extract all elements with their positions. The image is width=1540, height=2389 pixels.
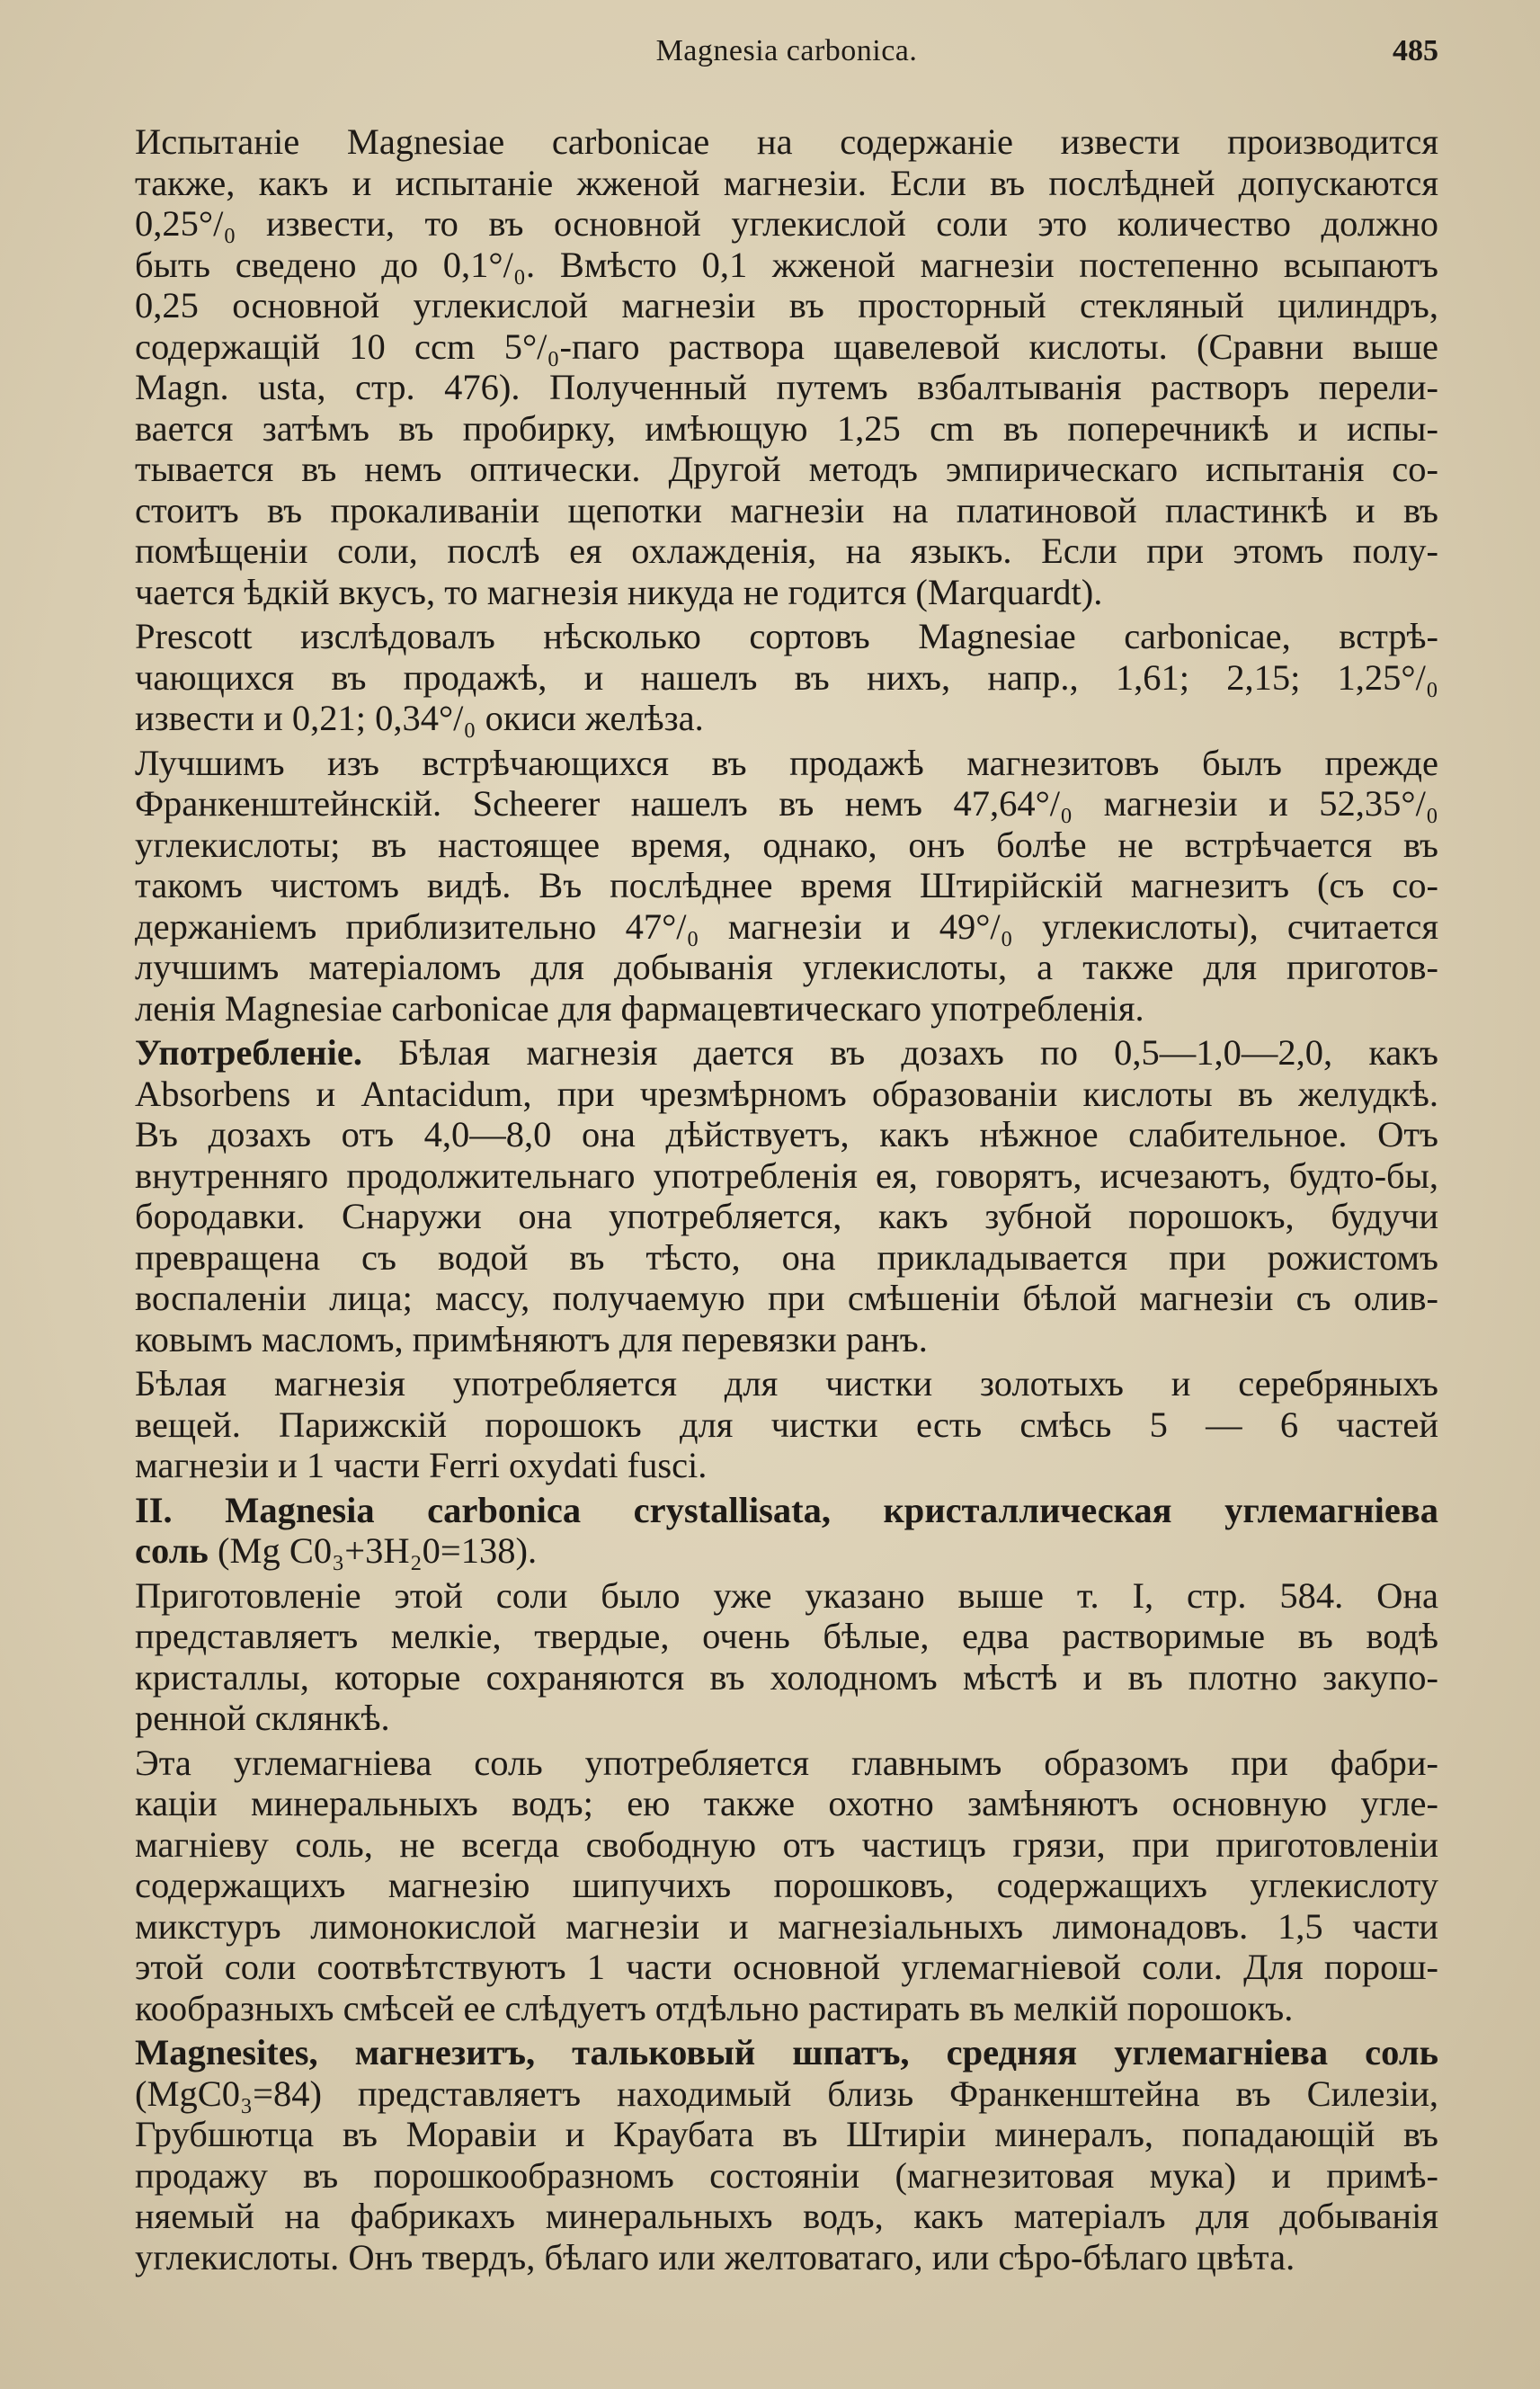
text-line: Magnesites, магнезитъ, тальковый шпатъ, средняя углемагніева соль bbox=[135, 2032, 1438, 2073]
body-text bbox=[135, 121, 1438, 2278]
text-line: бородавки. Снаружи она употребляется, какъ зубной порошокъ, будучи bbox=[135, 1196, 1438, 1236]
text-line: II. Magnesia carbonica crystallisata, кристаллическая углемагніева bbox=[135, 1489, 1438, 1530]
text-line: помѣщеніи соли, послѣ ея охлажденія, на языкъ. Если при этомъ полу- bbox=[135, 530, 1438, 571]
text-line: Испытаніе Magnesiae carbonicae на содержаніе извести производится bbox=[135, 121, 1438, 162]
page-header bbox=[135, 34, 1438, 88]
text-line: извести и 0,21; 0,34°/₀ окиси желѣза. bbox=[135, 698, 704, 738]
text-line: Бѣлая магнезія употребляется для чистки золотыхъ и серебряныхъ bbox=[135, 1363, 1438, 1404]
text-line: каціи минеральныхъ водъ; ею также охотно замѣняютъ основную угле- bbox=[135, 1783, 1438, 1823]
text-line: держаніемъ приблизительно 47°/₀ магнезіи и 49°/₀ углекислоты), считается bbox=[135, 905, 1438, 947]
text-line: 0,25 основной углекислой магнезіи въ просторный стекляный цилиндръ, bbox=[135, 285, 1438, 325]
text-line: Въ дозахъ отъ 4,0—8,0 она дѣйствуетъ, какъ нѣжное слабительное. Отъ bbox=[135, 1114, 1438, 1154]
text-line: также, какъ и испытаніе жженой магнезіи. Если въ послѣдней допускаются bbox=[135, 162, 1438, 203]
text-line: кристаллы, которые сохраняются въ холодномъ мѣстѣ и въ плотно закупо- bbox=[135, 1656, 1438, 1698]
text-line: соль (Mg C0₃+3H₂0=138). bbox=[135, 1530, 538, 1571]
text-line: магніеву соль, не всегда свободную отъ частицъ грязи, при приготовленіи bbox=[135, 1823, 1438, 1865]
text-line: чающихся въ продажѣ, и нашелъ въ нихъ, напр., 1,61; 2,15; 1,25°/₀ bbox=[135, 656, 1438, 698]
text-line: Absorbens и Antacidum, при чрезмѣрномъ образованіи кислоты въ желудкѣ. bbox=[135, 1073, 1438, 1114]
text-line: микстуръ лимонокислой магнезіи и магнезіальныхъ лимонадовъ. 1,5 части bbox=[135, 1905, 1438, 1947]
text-line: Приготовленіе этой соли было уже указано выше т. I, стр. 584. Она bbox=[135, 1574, 1438, 1616]
text-line: лучшимъ матеріаломъ для добыванія углекислоты, а также для приготов- bbox=[135, 947, 1438, 987]
text-line: магнезіи и 1 части Ferri oxydati fusci. bbox=[135, 1445, 708, 1485]
text-line: быть сведено до 0,1°/₀. Вмѣсто 0,1 жженой магнезіи постепенно всыпаютъ bbox=[135, 244, 1438, 285]
text-line: углекислоты; въ настоящее время, однако, онъ болѣе не встрѣчается въ bbox=[135, 824, 1438, 865]
text-line: превращена съ водой въ тѣсто, она прикладывается при рожистомъ bbox=[135, 1236, 1438, 1278]
text-line: Magn. usta, стр. 476). Полученный путемъ взбалтыванія растворъ перели- bbox=[135, 367, 1438, 407]
text-line: Грубшютца въ Моравіи и Краубата въ Штиріи минералъ, попадающій въ bbox=[135, 2114, 1438, 2154]
text-line: чается ѣдкій вкусъ, то магнезія никуда не годится (Marquardt). bbox=[135, 571, 1103, 612]
text-line: Эта углемагніева соль употребляется главнымъ образомъ при фабри- bbox=[135, 1742, 1438, 1783]
text-line: кообразныхъ смѣсей ее слѣдуетъ отдѣльно растирать въ мелкій порошокъ. bbox=[135, 1987, 1294, 2028]
text-line: воспаленіи лица; массу, получаемую при смѣшеніи бѣлой магнезіи съ олив- bbox=[135, 1278, 1438, 1318]
page-number: 485 bbox=[1393, 34, 1438, 67]
text-line: внутренняго продолжительнаго употребленія ея, говорятъ, исчезаютъ, будто-бы, bbox=[135, 1154, 1438, 1196]
text-line: этой соли соотвѣтствуютъ 1 части основной углемагніевой соли. Для порош- bbox=[135, 1947, 1438, 1987]
text-line: (MgC0₃=84) представляетъ находимый близь Франкенштейна въ Силезіи, bbox=[135, 2073, 1438, 2114]
text-line: Prescott изслѣдовалъ нѣсколько сортовъ Magnesiae carbonicae, встрѣ- bbox=[135, 616, 1438, 656]
text-line: содержащихъ магнезію шипучихъ порошковъ, содержащихъ углекислоту bbox=[135, 1865, 1438, 1905]
text-line: углекислоты. Онъ твердъ, бѣлаго или желтоватаго, или сѣро-бѣлаго цвѣта. bbox=[135, 2236, 1295, 2278]
text-line: Франкенштейнскій. Scheerer нашелъ въ немъ 47,64°/₀ магнезіи и 52,35°/₀ bbox=[135, 783, 1438, 824]
text-line: ковымъ масломъ, примѣняютъ для перевязки ранъ. bbox=[135, 1318, 928, 1359]
text-line: Лучшимъ изъ встрѣчающихся въ продажѣ магнезитовъ былъ прежде bbox=[135, 742, 1438, 783]
text-line: вается затѣмъ въ пробирку, имѣющую 1,25 cm въ поперечникѣ и испы- bbox=[135, 407, 1438, 449]
text-line: тывается въ немъ оптически. Другой методъ эмпирическаго испытанія со- bbox=[135, 449, 1438, 489]
text-line: 0,25°/₀ извести, то въ основной углекислой соли это количество должно bbox=[135, 203, 1438, 244]
text-line: представляетъ мелкіе, твердые, очень бѣлые, едва растворимые въ водѣ bbox=[135, 1616, 1438, 1656]
running-title: Magnesia carbonica. bbox=[655, 34, 918, 67]
text-line: вещей. Парижскій порошокъ для чистки есть смѣсь 5 — 6 частей bbox=[135, 1404, 1438, 1445]
text-line: ленія Magnesiae carbonicae для фармацевтическаго употребленія. bbox=[135, 987, 1144, 1029]
text-line: содержащій 10 ccm 5°/₀-паго раствора щавелевой кислоты. (Сравни выше bbox=[135, 325, 1438, 367]
text-line: продажу въ порошкообразномъ состояніи (магнезитовая мука) и примѣ- bbox=[135, 2154, 1438, 2196]
text-line: Употребленіе. Бѣлая магнезія дается въ дозахъ по 0,5—1,0—2,0, какъ bbox=[135, 1032, 1438, 1073]
text-line: такомъ чистомъ видѣ. Въ послѣднее время Штирійскій магнезитъ (съ со- bbox=[135, 865, 1438, 905]
text-line: няемый на фабрикахъ минеральныхъ водъ, какъ матеріалъ для добыванія bbox=[135, 2196, 1438, 2236]
text-line: ренной склянкѣ. bbox=[135, 1698, 390, 1738]
text-line: стоитъ въ прокаливаніи щепотки магнезіи на платиновой пластинкѣ и въ bbox=[135, 489, 1438, 530]
